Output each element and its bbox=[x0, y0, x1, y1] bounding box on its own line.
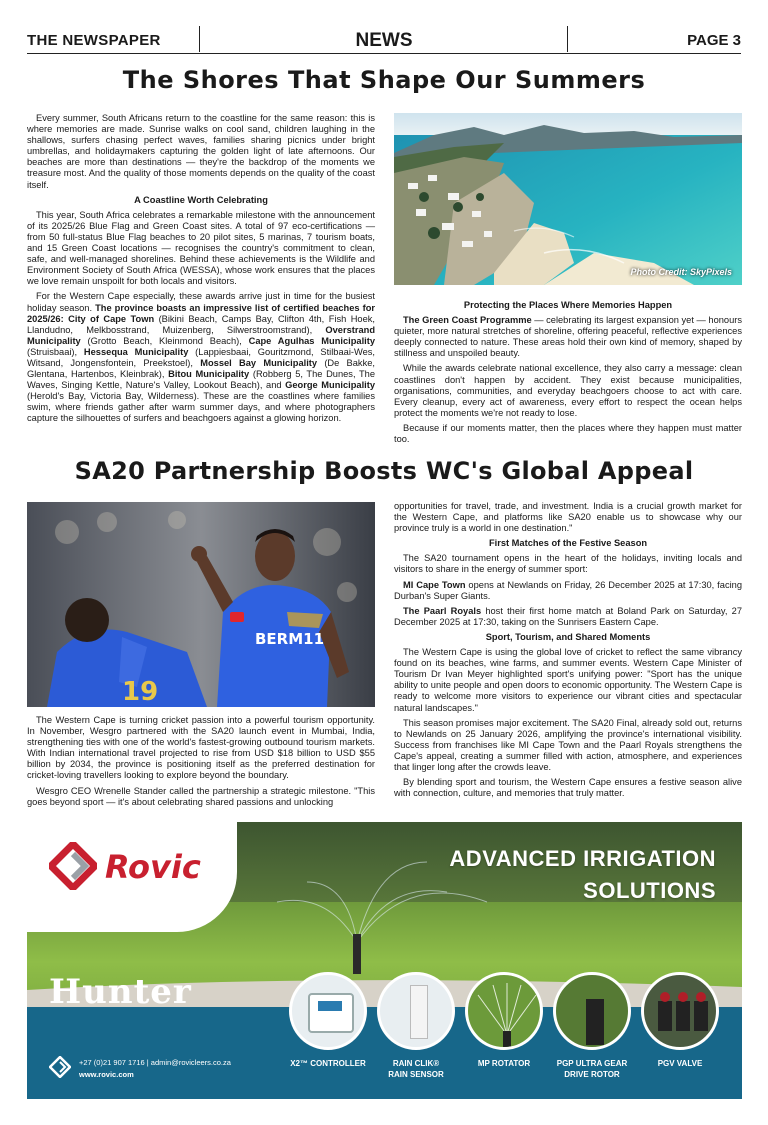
coastline-photo bbox=[394, 113, 742, 285]
product-label: PGV VALVE bbox=[657, 1059, 703, 1068]
paragraph: This season promises major excitement. The SA20 Final, already sold out, returns to Newlands on 25 January 2026, amplifying the province's international visibility. Success from franchises like MI Cape Town and the Paarl Royals strengthens the Cape's appeal, creating a summer filled with action, atmosphere, and experiences that linger long after the crowds leave. bbox=[394, 717, 742, 772]
subheading: Sport, Tourism, and Shared Moments bbox=[485, 631, 651, 642]
page-number: PAGE 3 bbox=[687, 32, 741, 49]
shirt-number: 19 bbox=[122, 677, 159, 707]
paragraph: This year, South Africa celebrates a remarkable milestone with the announcement of its 2025/26 Blue Flag and Green Coast sites. A total of 97 eco-certifications — from 50 full-status Blue Flag beaches to 20 pilot sites, 5 marinas, 7 tourism boats, and 15 Green Coast locations — recognises the country's commitment to clean, safe, and well-managed shorelines. Behind these achievements is the Wildlife and Environment Society of South Africa (WESSA), whose work ensures that the places we love remain unspoilt for both locals and visitors. bbox=[27, 209, 375, 287]
masthead bbox=[27, 28, 741, 54]
ad-contact[interactable]: +27 (0)21 907 1716 | admin@rovicleers.co.za bbox=[79, 1058, 231, 1067]
product-label: MP ROTATOR bbox=[477, 1059, 531, 1068]
product-mp-rotator[interactable] bbox=[465, 972, 543, 1050]
paragraph: While the awards celebrate national excellence, they also carry a message: clean coastlines don't happen by accident. They exist because municipalities, organisations, communities, and everyday beachgoers choose to act with care. Every cleanup, every act of awareness, every effort to respect the ocean helps protect the moments we're not ready to lose. bbox=[394, 363, 742, 418]
paragraph: Because if our moments matter, then the places where they happen must matter too. bbox=[394, 422, 742, 445]
paragraph: The Western Cape is turning cricket passion into a powerful tourism opportunity. In November, Wesgro partnered with the SA20 launch event in Mumbai, India, strengthening ties with one of the world's fastest-growing outbound tourism markets. With Indian international travel projected to rise from USD $18 billion to USD $55 billion by 2034, the province is positioning itself as the preferred destination for cricket-loving travellers looking to explore beyond the boundary. bbox=[27, 715, 375, 781]
subheading: First Matches of the Festive Season bbox=[488, 538, 648, 549]
product-rain-clik[interactable] bbox=[377, 972, 455, 1050]
product-x2-controller[interactable] bbox=[289, 972, 367, 1050]
rovic-small-icon bbox=[49, 1056, 71, 1078]
coastline-image bbox=[394, 113, 742, 285]
hunter-logo: Hunter bbox=[49, 972, 192, 1012]
rovic-brand: Rovic bbox=[105, 848, 201, 886]
article-1-left-column bbox=[27, 113, 375, 429]
article-1-headline: The Shores That Shape Our Summers bbox=[122, 66, 646, 94]
controller-screen-icon bbox=[318, 1001, 342, 1011]
article-1-right-column bbox=[394, 297, 742, 449]
product-label: RAIN CLIK® RAIN SENSOR bbox=[388, 1059, 444, 1079]
paragraph: Wesgro CEO Wrenelle Stander called the partnership a strategic milestone. "This goes beyond sport — it's about celebrating shared passions and unlocking bbox=[27, 785, 375, 807]
product-label: X2™ CONTROLLER bbox=[290, 1059, 366, 1068]
controller-icon bbox=[308, 993, 354, 1033]
paragraph: Every summer, South Africans return to the coastline for the same reason: this is where memories are made. Sunrise walks on cool sand, children laughing in the shallows, surfers chasing perfect waves, families sharing picnics under bright umbrellas, and holidaymakers capturing the golden light of late afternoons. Our beaches are more than destinations — they're the backdrop of the moments we treasure most. And the quality of those moments depends on the quality of the coast itself. bbox=[27, 113, 375, 190]
paragraph: MI Cape Town opens at Newlands on Friday, 26 December 2025 at 17:30, facing Durban's Super Giants. bbox=[394, 579, 742, 601]
paragraph: The Paarl Royals host their first home match at Boland Park on Saturday, 27 December 2025 at 17:30, taking on the Sunrisers Eastern Cape. bbox=[394, 605, 742, 627]
rovic-logo-icon bbox=[49, 842, 97, 890]
subheading: A Coastline Worth Celebrating bbox=[134, 194, 268, 205]
paragraph: opportunities for travel, trade, and investment. India is a crucial growth market for the Western Cape, and platforms like SA20 enable us to showcase why our province truly is a world in one destination." bbox=[394, 501, 742, 534]
product-pgp-ultra[interactable] bbox=[553, 972, 631, 1050]
paragraph: The Western Cape is using the global love of cricket to reflect the same vibrancy found on its beaches, wine farms, and summer events. Western Cape Minister of Tourism Dr Ivan Meyer highlighted sport's unifying power: "Sport has the unique ability to unite people and open doors to economic opportunity. The Western Cape is ready to welcome more visitors to experience our vibrant cities and spectacular natural landscapes." bbox=[394, 647, 742, 713]
ad-headline-line-2: SOLUTIONS bbox=[583, 878, 716, 903]
shirt-text: BERM11 bbox=[255, 630, 325, 648]
rovic-advertisement[interactable] bbox=[27, 822, 742, 1099]
product-label: PGP ULTRA GEAR DRIVE ROTOR bbox=[556, 1059, 628, 1079]
article-2-right-column bbox=[394, 501, 742, 803]
paragraph: The SA20 tournament opens in the heart of the holidays, inviting locals and visitors to share in the energy of summer sport: bbox=[394, 553, 742, 575]
ad-website[interactable]: www.rovic.com bbox=[79, 1070, 134, 1079]
cricket-photo bbox=[27, 502, 375, 707]
paragraph: For the Western Cape especially, these awards arrive just in time for the busiest holiday season. The province boasts an impressive list of certified beaches for 2025/26: City of Cape Town (Bikini Beach, Camps Bay, Clifton 4th, Fish Hoek, Llandudno, Melkbosstrand, Muizenberg, Silwerstroomstrand), Overstrand Municipality (Grotto Beach, Kleinmond Beach), Cape Agulhas Municipality (Struisbaai), Hessequa Municipality (Lappiesbaai, Gouritzmond, Stilbaai-Wes, Witsand, Jongensfontein, Preekstoel), Mossel Bay Municipality (De Bakke, Glentana, Hartenbos, Kleinbrak), Bitou Municipality (Robberg 5, The Dunes, The Waves, Singing Kettle, Nature's Valley, Lookout Beach), and George Municipality (Herold's Bay, Victoria Bay, Wilderness). These are the coastlines where families swim, where friends gather after warm summer days, and where photographers capture the silhouettes of surfers and beachgoers against a glowing horizon. bbox=[27, 291, 376, 424]
rotor-icon bbox=[586, 999, 604, 1045]
paragraph: By blending sport and tourism, the Western Cape ensures a festive season alive with connection, culture, and memories that truly matter. bbox=[394, 777, 742, 799]
cricket-players-image bbox=[27, 502, 375, 707]
photo-credit: Photo Credit: SkyPixels bbox=[630, 267, 732, 277]
article-2-headline: SA20 Partnership Boosts WC's Global Appeal bbox=[74, 457, 694, 485]
paragraph: The Green Coast Programme — celebrating its largest expansion yet — honours quieter, more natural stretches of shoreline, offering peaceful, reflective experiences deeply connected to nature. These areas hold their own kind of memory, shaped by stillness and unspoiled beauty. bbox=[394, 315, 742, 359]
section-name: NEWS bbox=[355, 30, 413, 51]
ad-headline-line-1: ADVANCED IRRIGATION bbox=[449, 846, 716, 871]
article-2-left-column bbox=[27, 715, 375, 812]
rain-sensor-icon bbox=[410, 985, 428, 1039]
subheading: Protecting the Places Where Memories Happen bbox=[463, 300, 673, 310]
rovic-logo-panel bbox=[27, 822, 237, 932]
product-pgv-valve[interactable] bbox=[641, 972, 719, 1050]
newspaper-name: THE NEWSPAPER bbox=[27, 32, 161, 49]
divider bbox=[567, 26, 568, 52]
